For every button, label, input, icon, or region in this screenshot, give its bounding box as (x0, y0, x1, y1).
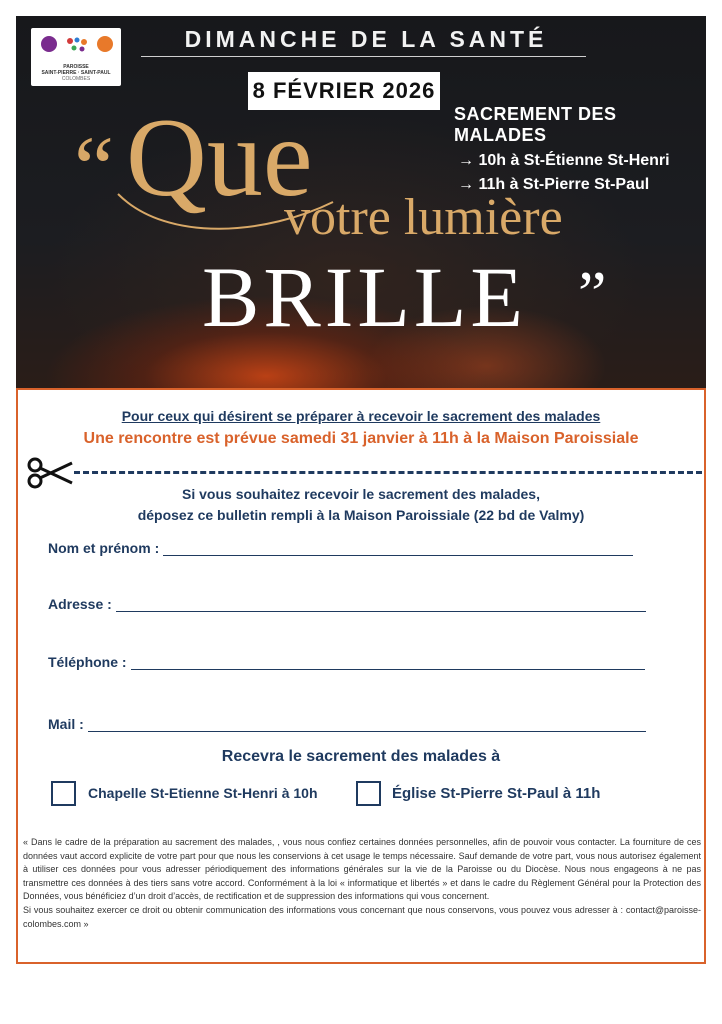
logo-orange-circle (97, 36, 113, 52)
schedule-item: → 11h à St-Pierre St-Paul (458, 176, 650, 193)
slogan-brille: BRILLE (202, 249, 527, 345)
phone-field[interactable] (48, 654, 645, 670)
mail-field[interactable] (48, 716, 646, 732)
title-divider (141, 56, 586, 57)
mail-label: Mail : (48, 716, 84, 732)
cut-line (74, 471, 702, 474)
address-label: Adresse : (48, 596, 112, 612)
chapelle-option-label: Chapelle St-Etienne St-Henri à 10h (88, 785, 318, 801)
parish-logo (31, 28, 121, 86)
deposit-line-1: Si vous souhaitez recevoir le sacrement des malades, (182, 486, 540, 502)
name-field[interactable] (48, 540, 633, 556)
logo-purple-circle (41, 36, 57, 52)
chapelle-checkbox[interactable] (51, 781, 76, 806)
logo-line-3: COLOMBES (61, 76, 91, 82)
eglise-option-label: Église St-Pierre St-Paul à 11h (392, 785, 601, 802)
privacy-paragraph: « Dans le cadre de la préparation au sacrement des malades, , vous nous confiez certaines données personnelles, afin de pouvoir vous contacter. La fourniture de ces données vaut accord explicite de votre part pour que nous les conservions à cet usage le temps nécessaire. Sauf demande de votre part, vous nous autorisez également à utiliser ces données pour vous adresser périodiquement des informations générales sur la vie de la Paroisse ou du Diocèse. Nous nous engageons à ne pas transmettre ces données à des tiers sans votre accord. Conformément à la loi « informatique et libertés » et dans le cadre du Règlement Général pour la Protection des Données, vous bénéficiez d’un droit d’accès, de rectification et de suppression des informations qui vous concernent. (23, 837, 701, 902)
name-label: Nom et prénom : (48, 540, 160, 556)
name-input-line[interactable] (163, 544, 633, 556)
address-input-line[interactable] (116, 600, 646, 612)
sacrement-heading: SACREMENT DES MALADES (454, 104, 617, 145)
logo-line-1: PAROISSE (63, 64, 89, 70)
logo-splash-icon (65, 36, 91, 54)
privacy-contact: Si vous souhaitez exercer ce droit ou obtenir communication des informations vous concernant que nous conservons, vous pouvez vous adresser à : contact@paroisse-colombes.com » (23, 904, 701, 929)
eglise-checkbox[interactable] (356, 781, 381, 806)
registration-form (16, 388, 706, 964)
slogan-que: Que (126, 96, 313, 220)
logo-text (31, 64, 121, 82)
deposit-line-2: déposez ce bulletin rempli à la Maison Paroissiale (22 bd de Valmy) (137, 507, 585, 523)
address-field[interactable] (48, 596, 646, 612)
phone-input-line[interactable] (131, 658, 645, 670)
privacy-notice (23, 836, 701, 931)
intro-preparation: Pour ceux qui désirent se préparer à recevoir le sacrement des malades (121, 408, 601, 424)
recevra-heading: Recevra le sacrement des malades à (221, 748, 501, 765)
deposit-instructions (18, 484, 704, 526)
slogan-votre-lumiere: votre lumière (284, 189, 563, 246)
slogan-close-quote: ” (578, 258, 607, 329)
poster-banner (16, 16, 706, 388)
event-date: 8 FÉVRIER 2026 (248, 72, 440, 110)
schedule-item: → 10h à St-Étienne St-Henri (458, 152, 670, 169)
logo-line-2: SAINT-PIERRE · SAINT-PAUL (41, 70, 111, 76)
intro-meeting: Une rencontre est prévue samedi 31 janvier à 11h à la Maison Paroissiale (83, 430, 639, 447)
sacrement-schedule (454, 104, 694, 194)
mail-input-line[interactable] (88, 720, 646, 732)
phone-label: Téléphone : (48, 654, 127, 670)
page-title: DIMANCHE DE LA SANTÉ (184, 26, 548, 52)
slogan-open-quote: “ (74, 119, 114, 218)
